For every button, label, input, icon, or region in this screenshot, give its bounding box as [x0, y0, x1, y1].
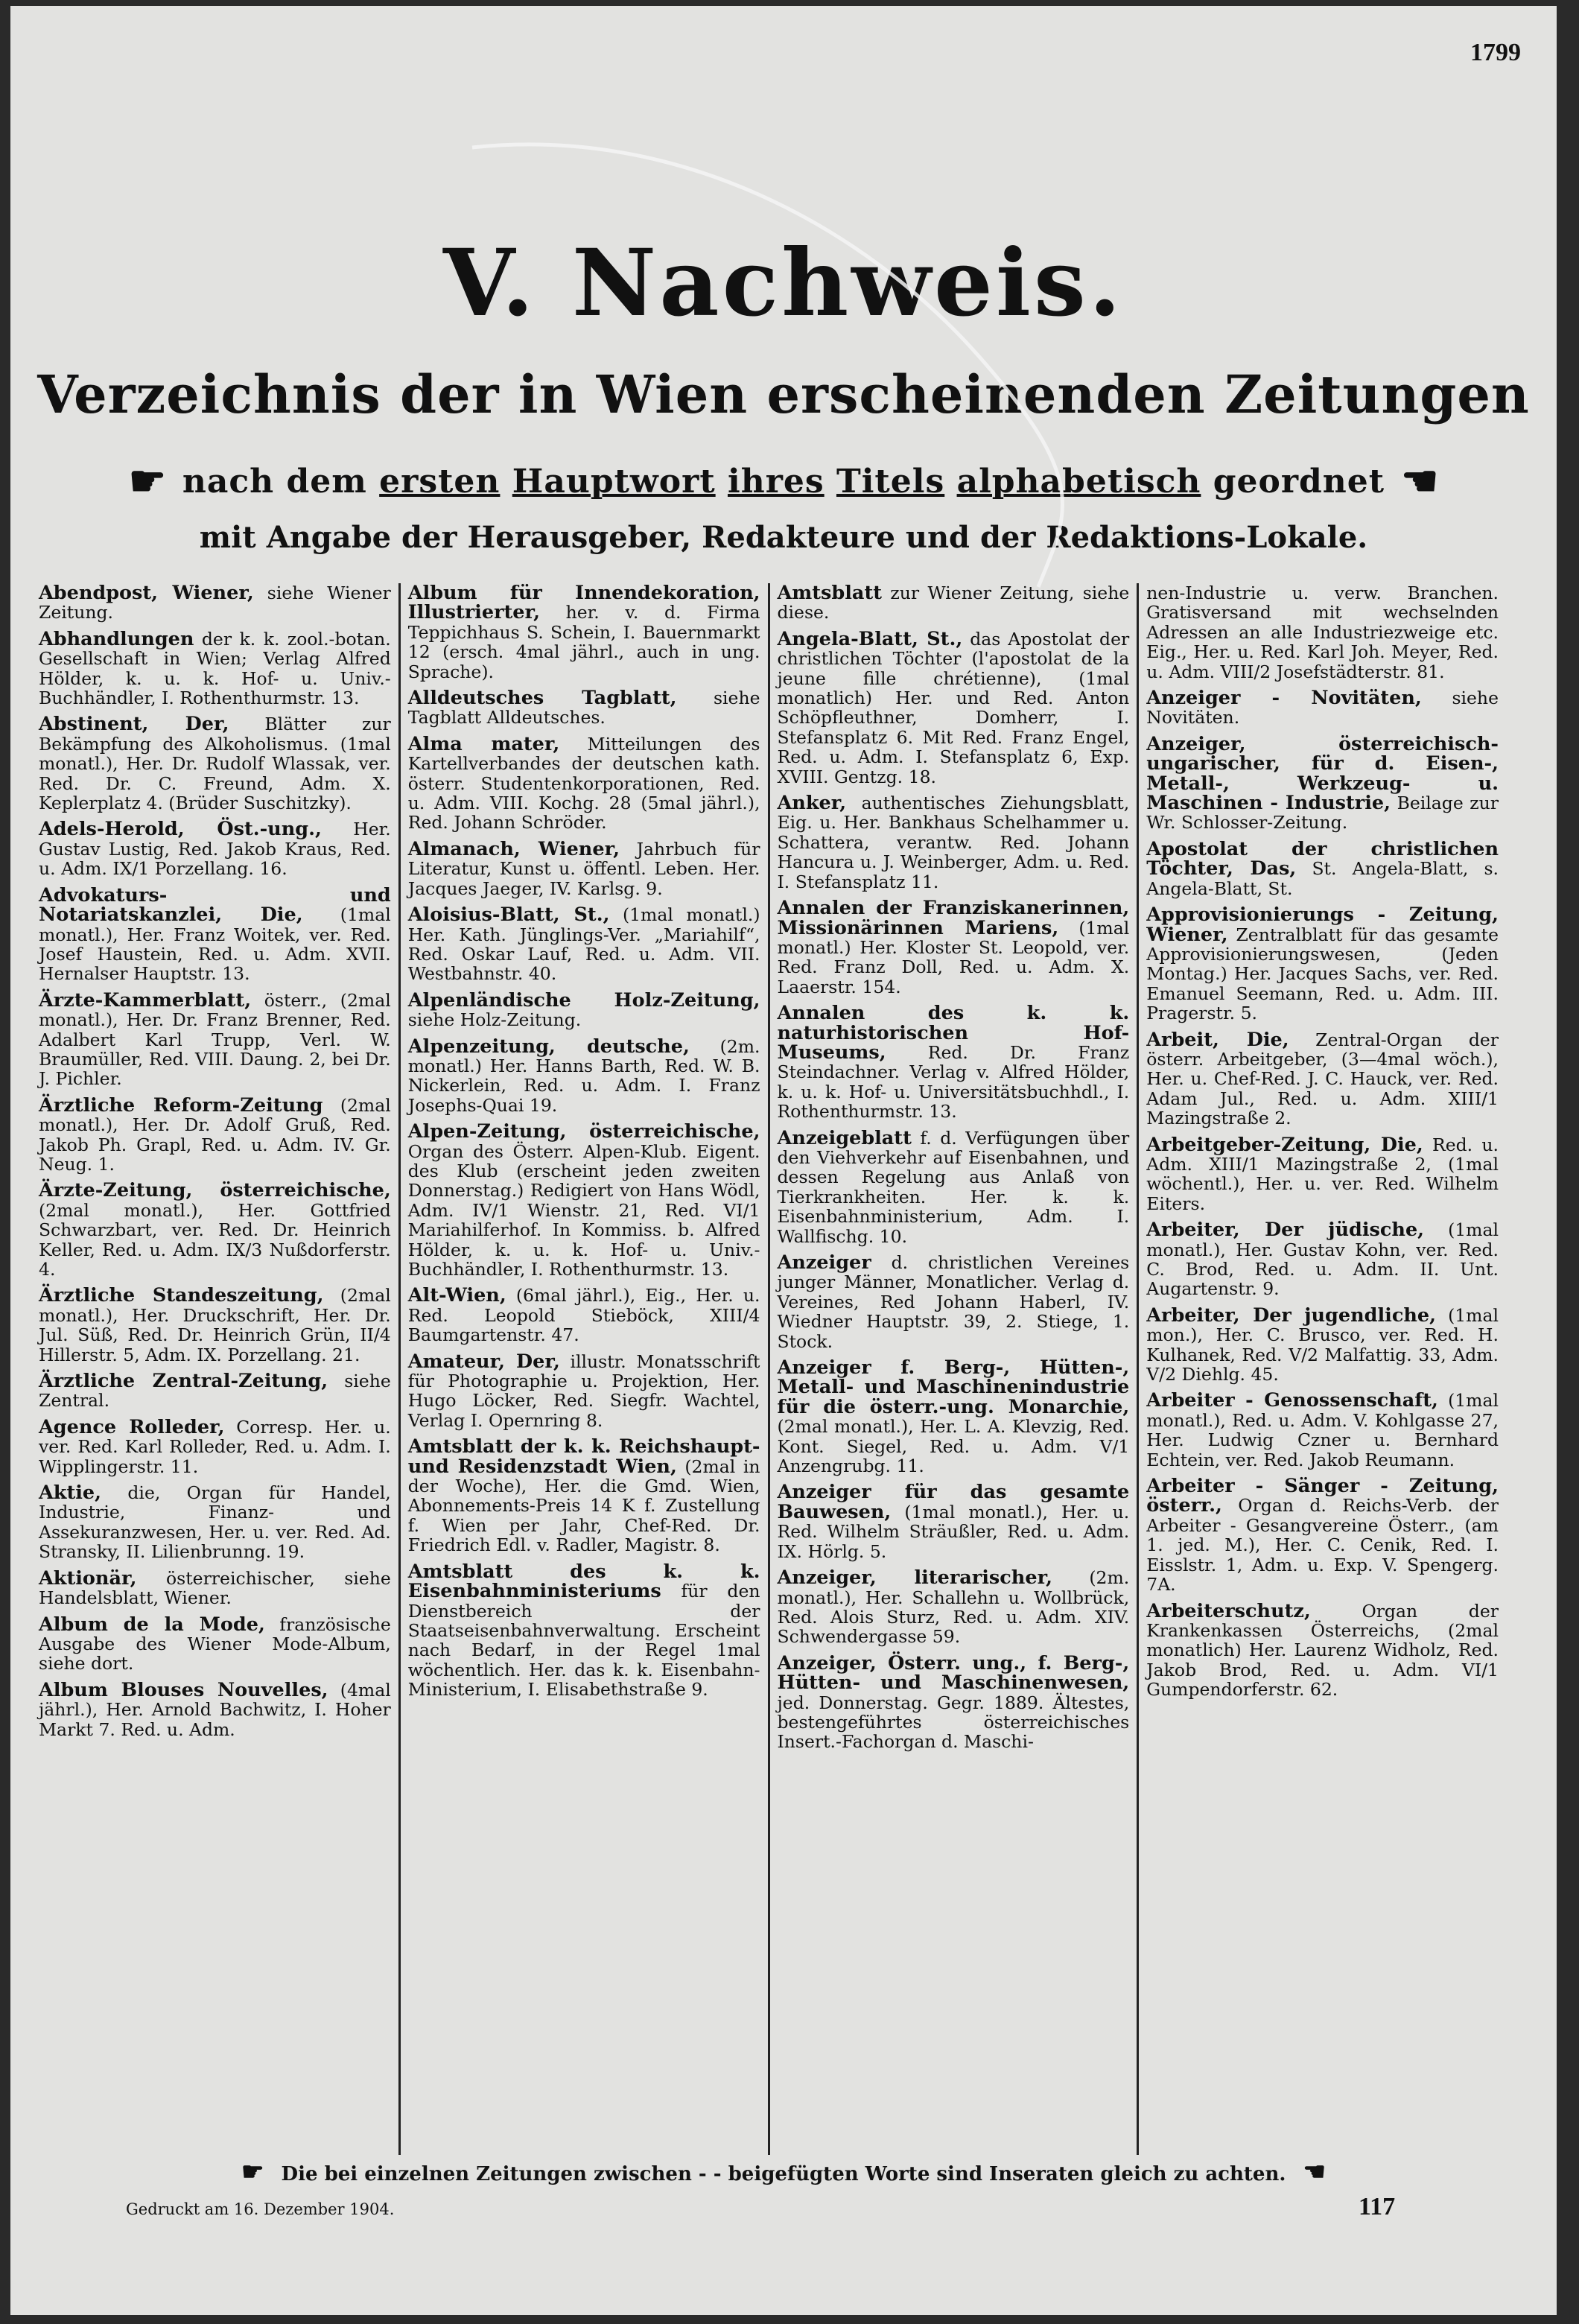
footnote — [100, 2157, 1467, 2187]
list-item — [1146, 734, 1499, 833]
entry-title: Alpen-Zeitung, österreichische, — [407, 1120, 760, 1143]
entry-title: Advokaturs- und Notariatskanzlei, Die, — [39, 883, 391, 927]
list-item — [407, 988, 760, 1031]
entries-column-4 — [1137, 583, 1506, 2155]
entry-text: Red. Dr. Franz Steindachner. Verlag v. Alfred Hölder, k. u. k. Hof- u. Universitätsbuchhdl., I. Rothenthurmstr. 13. — [777, 1041, 1130, 1123]
entry-title: Anzeiger, österreichisch-ungarischer, für d. Eisen-, Metall-, Werkzeug- u. Maschinen - Industrie, — [1146, 732, 1499, 815]
list-item — [778, 1568, 1130, 1647]
entry-text: (6mal jährl.), Eig., Her. u. Red. Leopold Stieböck, XIII/4 Baumgartenstr. 47. — [407, 1285, 760, 1346]
list-item — [778, 1003, 1130, 1121]
pointing-hand-left-icon: ☛ — [128, 457, 166, 506]
entry-title: Arbeiter, Der jugendliche, — [1146, 1304, 1437, 1327]
list-item — [777, 1651, 1130, 1753]
entry-text: her. v. d. Firma Teppichhaus S. Schein, I. Bauernmarkt 12 (ersch. 4mal jährl., auch in ung. Sprache). — [407, 602, 760, 682]
entry-title: Aktionär, — [39, 1566, 137, 1590]
entry-text: (1mal monatl.) Her. Kloster St. Leopold, ver. Red. Franz Doll, Red. u. Adm. X. Laaerstr. 154. — [777, 917, 1130, 997]
page-number-top: 1799 — [1470, 39, 1521, 66]
entry-title: Anzeiger, literarischer, — [777, 1566, 1053, 1590]
entry-title: Abendpost, Wiener, — [39, 583, 254, 604]
entries-columns — [31, 583, 1506, 2155]
entry-title: Amateur, Der, — [407, 1350, 560, 1373]
info-line: mit Angabe der Herausgeber, Redakteure und der Redaktions-Lokale. — [199, 520, 1368, 555]
entry-text: d. christlichen Vereines junger Männer, Monatlicher. Verlag d. Vereines, Red Johann Haberl, IV. Wiedner Hauptstr. 39, 2. Stiege, 1. Stock. — [777, 1252, 1130, 1352]
list-item — [1146, 1030, 1499, 1128]
entry-title: Apostolat der christlichen Töchter, Das, — [1146, 837, 1499, 880]
entry-text: (1mal monatl.), Her. u. Red. Wilhelm Sträußler, Red. u. Adm. IX. Hörlg. 5. — [777, 1501, 1130, 1562]
entry-text: f. d. Verfügungen über den Viehverkehr auf Eisenbahnen, und dessen Regelung aus Anlaß von Tierkrankheiten. Her. k. k. Eisenbahnministerium, Adm. I. Wallfischg. 10. — [777, 1127, 1130, 1247]
sort-word-underlined: ersten — [379, 462, 501, 501]
print-date-imprint: Gedruckt am 16. Dezember 1904. — [126, 2200, 395, 2218]
entry-title: Abstinent, Der, — [39, 713, 229, 736]
entry-title: Arbeitgeber-Zeitung, Die, — [1146, 1133, 1423, 1156]
list-item — [408, 1437, 760, 1555]
list-item — [408, 1037, 760, 1116]
entry-title: Amtsblatt der k. k. Reichshaupt- und Residenzstadt Wien, — [407, 1435, 760, 1478]
list-item — [778, 1253, 1130, 1351]
entry-title: Album Blouses Nouvelles, — [39, 1678, 328, 1701]
entry-text: siehe Holz-Zeitung. — [407, 1009, 582, 1031]
entry-text: (1mal mon.), Her. C. Brusco, ver. Red. H. Kulhanek, Red. V/2 Malfattig. 33, Adm. V/2 Diehlg. 45. — [1146, 1304, 1499, 1385]
entry-text: illustr. Monatsschrift für Photographie u. Projektion, Her. Hugo Löcker, Red. Siegfr. Wachtel, Verlag I. Opernring 8. — [407, 1350, 760, 1431]
list-item — [1146, 688, 1499, 728]
entry-text: Blätter zur Bekämpfung des Alkoholismus. (1mal monatl.), Her. Dr. Rudolf Wlassak, ver. Red. Dr. C. Freund, Adm. X. Keplerplatz 4. (Brüder Suschitzky). — [39, 714, 391, 814]
entry-text: österreichischer, siehe Handelsblatt, Wiener. — [39, 1567, 391, 1609]
entry-title: Arbeiter - Sänger - Zeitung, österr., — [1146, 1475, 1499, 1517]
list-item — [778, 583, 1130, 623]
list-item — [1146, 1135, 1499, 1214]
list-item — [408, 1562, 760, 1700]
entry-title: Arbeiter, Der jüdische, — [1146, 1219, 1425, 1242]
list-item — [1146, 839, 1499, 898]
entry-text: der k. k. zool.-botan. Gesellschaft in Wien; Verlag Alfred Hölder, k. u. k. Hof- u. Univ.-Buchhändler, I. Rothenthurmstr. 13. — [39, 628, 391, 709]
entry-title: Anzeiger — [777, 1251, 871, 1274]
list-item — [778, 1128, 1130, 1246]
entry-text: (1mal monatl.) Her. Kath. Jünglings-Ver. „Mariahilf“, Red. Oskar Lauf, Red. u. Adm. VII. Westbahnstr. 40. — [407, 904, 760, 985]
entry-title: Adels-Herold, Öst.-ung., — [39, 818, 322, 841]
list-item — [39, 1615, 391, 1674]
entry-text: Zentral-Organ der österr. Arbeitgeber, (3—4mal wöch.), Her. u. Chef-Red. J. C. Hauck, ver. Red. Adam Jul., Red. u. Adm. XIII/1 Mazingstraße 2. — [1146, 1029, 1499, 1129]
list-item — [39, 1371, 391, 1411]
entry-title: Ärztliche Reform-Zeitung — [39, 1093, 323, 1117]
entry-text: siehe Wiener Zeitung. — [39, 583, 391, 623]
page-number-bottom: 117 — [1359, 2193, 1396, 2220]
sort-order-text — [182, 463, 1385, 501]
entry-text: (2mal monatl.), Her. Druckschrift, Her. Dr. Jul. Süß, Red. Dr. Heinrich Grün, II/4 Hillerstr. 5, Adm. IX. Porzellang. 21. — [39, 1285, 391, 1365]
entry-title: Annalen der Franziskanerinnen, Missionärinnen Mariens, — [777, 897, 1130, 939]
entry-text: Organ d. Reichs-Verb. der Arbeiter - Gesangvereine Österr., (am 1. jed. M.), Her. C. Cenik, Red. I. Eisslstr. 1, Adm. u. Exp. V. Spengerg. 7A. — [1146, 1495, 1499, 1596]
section-subtitle: Verzeichnis der in Wien erscheinenden Zeitungen — [37, 363, 1530, 425]
list-item — [1146, 1391, 1499, 1470]
list-item — [408, 688, 760, 728]
section-headline: V. Nachweis. — [443, 229, 1124, 337]
entry-text: Mitteilungen des Kartellverbandes der deutschen kath. österr. Studentenkorporationen, Red. u. Adm. VIII. Kochg. 28 (5mal jährl.), Red. Johann Schröder. — [407, 733, 760, 834]
list-item — [39, 883, 391, 985]
entry-text: (2mal monatl.), Her. L. A. Klevzig, Red. Kont. Siegel, Red. u. Adm. V/1 Anzengrubg. 11. — [777, 1416, 1130, 1477]
list-item — [408, 905, 760, 984]
entry-title: Amtsblatt — [777, 583, 882, 604]
entry-text: österr., (2mal monatl.), Her. Dr. Franz Brenner, Red. Adalbert Karl Trupp, Verl. W. Braumüller, Red. VIII. Daung. 2, bei Dr. J. Pichler. — [39, 989, 391, 1090]
sort-order-line — [33, 459, 1534, 504]
sort-word: dem — [286, 462, 367, 501]
entry-title: Ärzte-Kammerblatt, — [39, 988, 252, 1012]
list-item — [408, 1352, 760, 1431]
entry-title: Arbeiter - Genossenschaft, — [1146, 1389, 1438, 1412]
entry-title: Ärzte-Zeitung, österreichische, — [39, 1179, 391, 1202]
entry-text: für den Dienstbereich der Staatseisenbahnverwaltung. Erscheint nach Bedarf, in der Regel 1mal wöchentlich. Her. das k. k. Eisenbahn-Ministerium, I. Elisabethstraße 9. — [407, 1581, 760, 1701]
list-item — [39, 1566, 391, 1609]
entries-column-1 — [31, 583, 398, 2155]
entry-title: Agence Rolleder, — [39, 1415, 225, 1438]
entries-column-3 — [768, 583, 1137, 2155]
entry-title: Anzeiger f. Berg-, Hütten-, Metall- und Maschinenindustrie für die österr.-ung. Monarchie, — [777, 1356, 1130, 1418]
entry-text: nen-Industrie u. verw. Branchen. Gratisversand mit wechselnden Adressen an alle Industriezweige etc. Eig., Her. u. Red. Karl Joh. Meyer, Red. u. Adm. VIII/2 Josefstädterstr. 81. — [1146, 583, 1499, 682]
list-item — [1146, 1220, 1499, 1299]
entry-title: Anzeiger, Österr. ung., f. Berg-, Hütten- und Maschinenwesen, — [777, 1651, 1130, 1695]
entry-text: französische Ausgabe des Wiener Mode-Album, siehe dort. — [39, 1613, 391, 1674]
entry-text: Red. u. Adm. XIII/1 Mazingstraße 2, (1mal wöchentl.), Her. u. ver. Red. Wilhelm Eiters. — [1146, 1134, 1499, 1214]
list-item — [1146, 905, 1499, 1023]
pointing-hand-left-icon: ☛ — [241, 2157, 264, 2187]
entry-title: Alma mater, — [407, 732, 560, 755]
entry-text: siehe Zentral. — [39, 1371, 391, 1412]
entry-title: Alpenländische Holz-Zeitung, — [407, 988, 760, 1012]
list-item — [39, 988, 391, 1090]
entry-text: Organ des Österr. Alpen-Klub. Eigent. des Klub (erscheint jeden zweiten Donnerstag.) Redigiert von Hans Wödl, Adm. IV/1 Wienstr. 21, Red. VI/1 Mariahilferhof. In Kommiss. b. Alfred Hölder, k. u. k. Hof- u. Univ.-Buchhändler, I. Rothenthurmstr. 13. — [407, 1140, 760, 1280]
sort-word: nach — [182, 462, 275, 501]
entry-title: Alt-Wien, — [407, 1284, 506, 1307]
entry-text: Her. Gustav Lustig, Red. Jakob Kraus, Red. u. Adm. IX/1 Porzellang. 16. — [39, 819, 391, 880]
list-item — [408, 1286, 760, 1344]
list-item — [39, 1483, 391, 1562]
pointing-hand-right-icon: ☚ — [1401, 457, 1439, 506]
entry-title: Anzeiger für das gesamte Bauwesen, — [777, 1481, 1130, 1523]
list-item — [39, 1680, 391, 1739]
list-item — [39, 1286, 391, 1365]
entry-text: (1mal monatl.), Red. u. Adm. V. Kohlgasse 27, Her. Ludwig Czner u. Bernhard Echtein, ver. Red. Jakob Reumann. — [1146, 1390, 1499, 1470]
entry-title: Abhandlungen — [39, 627, 194, 650]
list-item — [778, 898, 1130, 997]
list-item — [1146, 1476, 1499, 1594]
entry-text: siehe Novitäten. — [1146, 688, 1499, 728]
list-item — [1146, 583, 1499, 682]
list-item — [39, 1181, 391, 1279]
list-item — [39, 583, 391, 623]
list-item — [778, 793, 1130, 892]
entry-text: (2mal monatl.), Her. Dr. Adolf Gruß, Red. Jakob Ph. Grapl, Red. u. Adm. IV. Gr. Neug. 1. — [39, 1094, 391, 1175]
entry-text: authentisches Ziehungsblatt, Eig. u. Her. Bankhaus Schelhammer u. Schattera, verantw. Red. Johann Hancura u. J. Weinberger, Adm. u. Red. I. Stefansplatz 11. — [777, 793, 1130, 892]
entry-text: zur Wiener Zeitung, siehe diese. — [777, 583, 1130, 623]
entry-text: (2m. monatl.), Her. Schallehn u. Wollbrück, Red. Alois Sturz, Red. u. Adm. XIV. Schwendergasse 59. — [777, 1567, 1130, 1648]
entry-text: (1mal monatl.), Her. Franz Woitek, ver. Red. Josef Haustein, Red. u. Adm. XVII. Hernalser Hauptstr. 13. — [39, 904, 391, 985]
list-item — [408, 839, 760, 898]
list-item — [778, 629, 1130, 787]
entry-text: das Apostolat der christlichen Töchter (l'apostolat de la jeune fille chrétienne), (1mal monatlich) Her. und Red. Anton Schöpfleuthner, Domherr, I. Stefansplatz 6. Mit Red. Franz Engel, Red. u. Adm. I. Stefansplatz 6, Exp. XVIII. Gentzg. 18. — [777, 628, 1130, 787]
entry-text: (2m. monatl.) Her. Hanns Barth, Red. W. B. Nickerlein, Red. u. Adm. I. Franz Josephs-Quai 19. — [407, 1035, 760, 1116]
pointing-hand-right-icon: ☚ — [1303, 2157, 1326, 2187]
entry-title: Arbeit, Die, — [1146, 1028, 1289, 1051]
list-item — [408, 583, 760, 682]
list-item — [39, 714, 391, 813]
entry-text: (1mal monatl.), Her. Gustav Kohn, ver. Red. C. Brod, Red. u. Adm. II. Unt. Augartenstr. 9. — [1146, 1219, 1499, 1300]
sort-word: geordnet — [1213, 462, 1385, 501]
entry-title: Album für Innendekoration, Illustrierter, — [407, 583, 760, 624]
entry-text: (4mal jährl.), Her. Arnold Bachwitz, I. Hoher Markt 7. Red. u. Adm. — [39, 1679, 391, 1740]
entry-text: jed. Donnerstag. Gegr. 1889. Ältestes, bestengeführtes österreichisches Insert.-Fachorgan d. Maschi- — [777, 1692, 1130, 1753]
list-item — [39, 1093, 391, 1175]
sort-word-underlined: Titels — [836, 462, 945, 501]
entry-title: Ärztliche Zentral-Zeitung, — [39, 1370, 328, 1393]
entry-title: Almanach, Wiener, — [407, 837, 620, 860]
entry-text: St. Angela-Blatt, s. Angela-Blatt, St. — [1146, 858, 1499, 899]
list-item — [778, 1482, 1130, 1561]
list-item — [39, 819, 391, 878]
entry-text: Zentralblatt für das gesamte Approvisionierungswesen, (Jeden Montag.) Her. Jacques Sachs, ver. Red. Emanuel Seemann, Red. u. Adm. III. Pragerstr. 5. — [1146, 924, 1499, 1024]
page — [10, 6, 1557, 2315]
entry-title: Aktie, — [39, 1482, 102, 1505]
entry-title: Anzeiger - Novitäten, — [1146, 687, 1422, 710]
entry-text: Organ der Krankenkassen Österreichs, (2mal monatlich) Her. Laurenz Widholz, Red. Jakob Brod, Red. u. Adm. VI/1 Gumpendorferstr. 62. — [1146, 1600, 1499, 1701]
entry-title: Arbeiterschutz, — [1146, 1599, 1311, 1622]
entry-title: Approvisionierungs - Zeitung, Wiener, — [1146, 904, 1499, 946]
entry-title: Album de la Mode, — [39, 1613, 265, 1636]
list-item — [39, 1417, 391, 1476]
sort-word-underlined: Hauptwort — [512, 462, 716, 501]
entry-text: (2mal monatl.), Her. Gottfried Schwarzbart, ver. Red. Dr. Heinrich Keller, Red. u. Adm. IX/3 Nußdorferstr. 4. — [39, 1199, 391, 1280]
entry-text: Jahrbuch für Literatur, Kunst u. öffentl. Leben. Her. Jacques Jaeger, IV. Karlsg. 9. — [407, 838, 760, 899]
entry-title: Aloisius-Blatt, St., — [407, 904, 610, 927]
sort-word-underlined: alphabetisch — [956, 462, 1201, 501]
entry-title: Amtsblatt des k. k. Eisenbahnministeriums — [407, 1560, 760, 1603]
entry-title: Anzeigeblatt — [777, 1126, 912, 1149]
entry-text: (2mal in der Woche), Her. die Gmd. Wien, Abonnements-Preis 14 K f. Zustellung f. Wien per Jahr, Chef-Red. Dr. Friedrich Edl. v. Radler, Magistr. 8. — [407, 1455, 760, 1556]
entry-text: Beilage zur Wr. Schlosser-Zeitung. — [1146, 793, 1499, 834]
entry-title: Anker, — [777, 792, 847, 815]
list-item — [1146, 1601, 1499, 1700]
list-item — [39, 629, 391, 708]
entry-title: Alldeutsches Tagblatt, — [407, 687, 677, 710]
list-item — [408, 734, 760, 833]
sort-word-underlined: ihres — [727, 462, 825, 501]
entry-title: Ärztliche Standeszeitung, — [39, 1284, 324, 1307]
entry-text: siehe Tagblatt Alldeutsches. — [407, 688, 760, 728]
list-item — [778, 1358, 1130, 1476]
entry-title: Angela-Blatt, St., — [777, 627, 963, 650]
entry-text: Corresp. Her. u. ver. Red. Karl Rolleder, Red. u. Adm. I. Wipplingerstr. 11. — [39, 1416, 391, 1477]
list-item — [1146, 1306, 1499, 1385]
footnote-text: Die bei einzelnen Zeitungen zwischen - - beigefügten Worte sind Inseraten gleich zu achten. — [281, 2163, 1286, 2185]
entry-title: Annalen des k. k. naturhistorischen Hof-Museums, — [777, 1002, 1130, 1064]
entries-column-2 — [398, 583, 768, 2155]
list-item — [408, 1122, 760, 1279]
entry-title: Alpenzeitung, deutsche, — [407, 1035, 690, 1058]
entry-text: die, Organ für Handel, Industrie, Finanz- und Assekuranzwesen, Her. u. ver. Red. Ad. Stransky, II. Lilienbrunng. 19. — [39, 1482, 391, 1563]
